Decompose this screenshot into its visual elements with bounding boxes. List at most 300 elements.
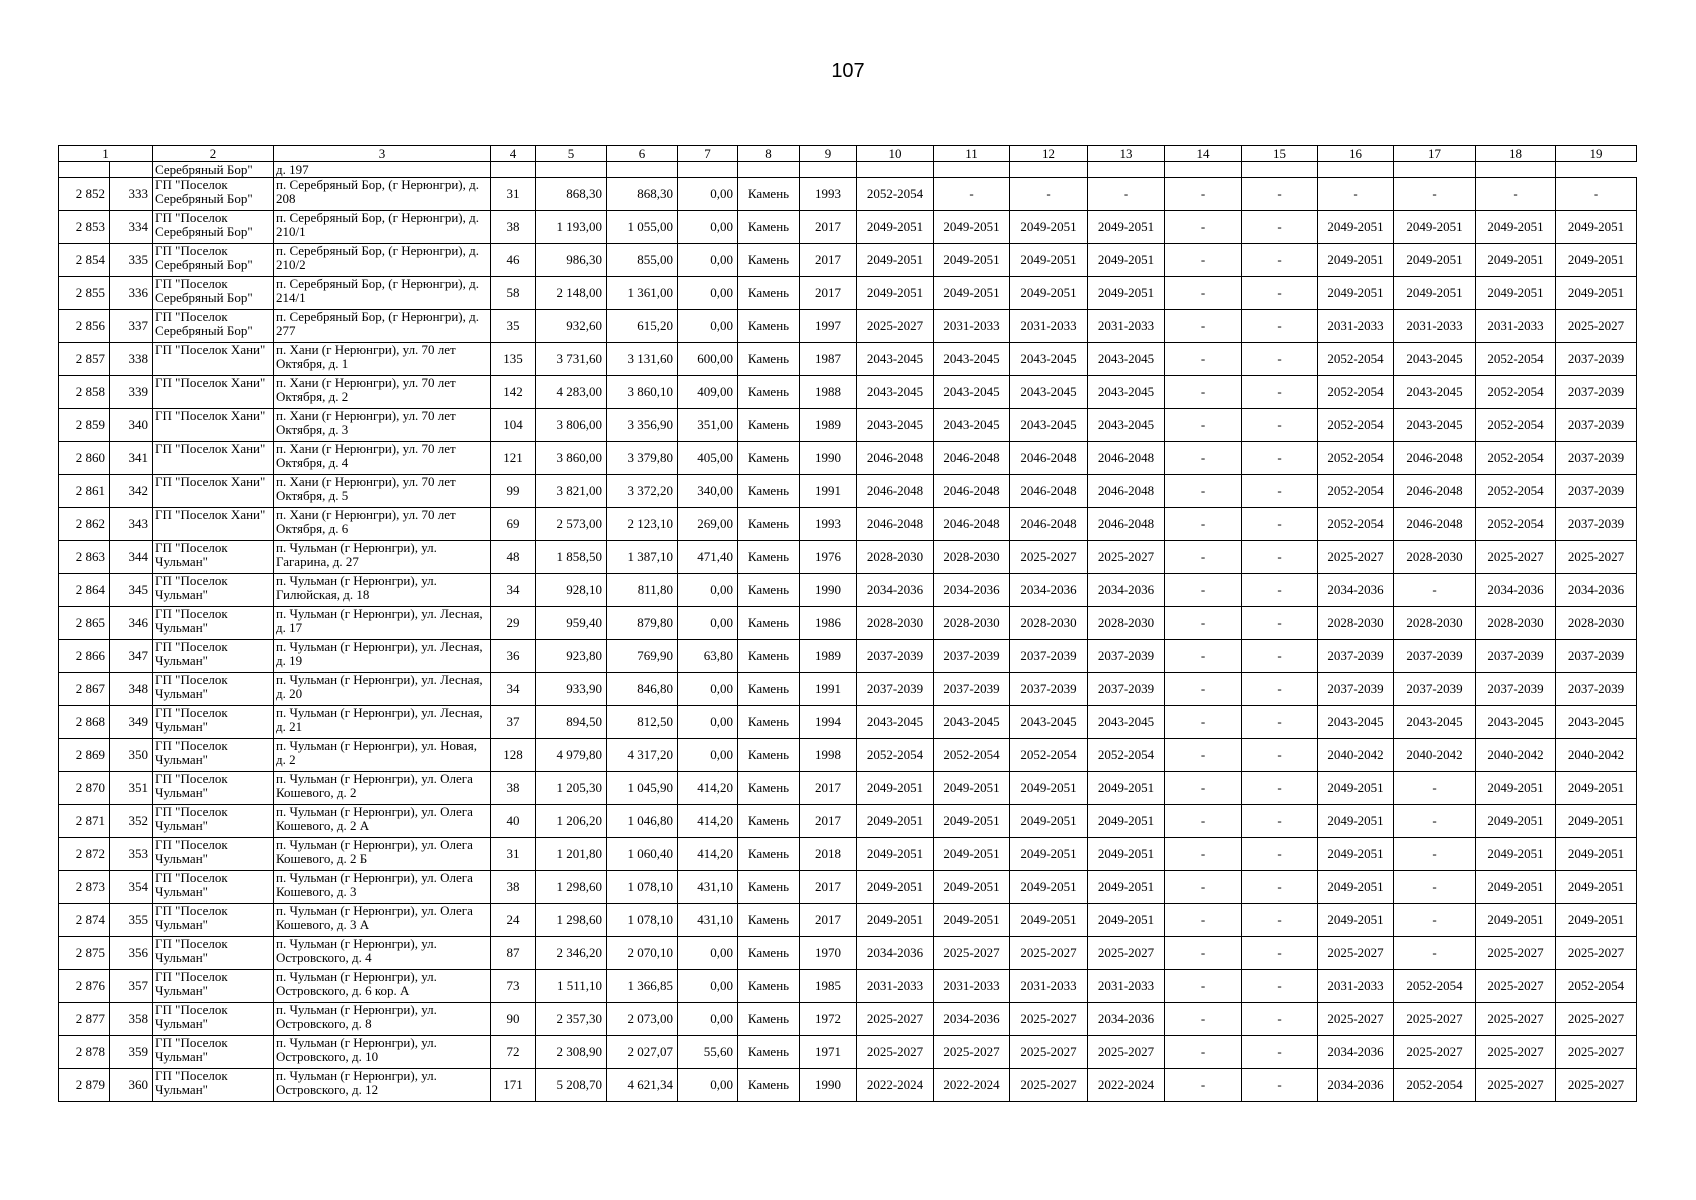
period-cell: 2046-2048 <box>1088 475 1165 508</box>
period-cell: 2028-2030 <box>1318 607 1394 640</box>
period-cell: - <box>1394 805 1476 838</box>
period-cell: 2043-2045 <box>1394 706 1476 739</box>
wall-material-cell: Камень <box>738 937 800 970</box>
residential-area-cell: 3 356,90 <box>607 409 678 442</box>
municipality-cell: ГП "Поселок Чульман" <box>153 1069 274 1102</box>
address-cell: п. Серебряный Бор, (г Нерюнгри), д. 210/2 <box>274 244 491 277</box>
apartments-cell: 35 <box>491 310 536 343</box>
address-cell: п. Чульман (г Нерюнгри), ул. Новая, д. 2 <box>274 739 491 772</box>
period-cell: 2037-2039 <box>1318 640 1394 673</box>
period-cell: 2052-2054 <box>1088 739 1165 772</box>
wall-material-cell: Камень <box>738 178 800 211</box>
address-cell: п. Чульман (г Нерюнгри), ул. Лесная, д. 21 <box>274 706 491 739</box>
address-cell: п. Хани (г Нерюнгри), ул. 70 лет Октября, д. 3 <box>274 409 491 442</box>
column-number-header: 10 <box>857 146 934 162</box>
period-cell: - <box>1165 838 1242 871</box>
period-cell: - <box>1165 244 1242 277</box>
apartments-cell: 36 <box>491 640 536 673</box>
year-built-cell: 1989 <box>800 640 857 673</box>
item-number-cell: 348 <box>110 673 153 706</box>
wall-material-cell: Камень <box>738 1003 800 1036</box>
apartments-cell: 171 <box>491 1069 536 1102</box>
nonresidential-area-cell: 0,00 <box>678 244 738 277</box>
period-cell: 2037-2039 <box>1088 673 1165 706</box>
column-number-header: 16 <box>1318 146 1394 162</box>
residential-area-cell: 1 366,85 <box>607 970 678 1003</box>
year-built-cell: 1976 <box>800 541 857 574</box>
apartments-cell: 104 <box>491 409 536 442</box>
column-number-header: 1 <box>59 146 153 162</box>
period-cell: 2025-2027 <box>857 310 934 343</box>
nonresidential-area-cell: 414,20 <box>678 772 738 805</box>
period-cell: 2037-2039 <box>857 640 934 673</box>
year-built-cell: 1997 <box>800 310 857 343</box>
municipality-cell: ГП "Поселок Серебряный Бор" <box>153 211 274 244</box>
period-cell: 2037-2039 <box>1394 640 1476 673</box>
nonresidential-area-cell: 0,00 <box>678 574 738 607</box>
address-cell: п. Хани (г Нерюнгри), ул. 70 лет Октября, д. 6 <box>274 508 491 541</box>
apartments-cell: 40 <box>491 805 536 838</box>
period-cell: 2049-2051 <box>1088 871 1165 904</box>
nonresidential-area-cell: 63,80 <box>678 640 738 673</box>
total-area-cell: 933,90 <box>536 673 607 706</box>
period-cell: 2049-2051 <box>857 838 934 871</box>
nonresidential-area-cell: 405,00 <box>678 442 738 475</box>
period-cell: 2049-2051 <box>1010 211 1088 244</box>
table-cell <box>1088 162 1165 178</box>
period-cell: 2049-2051 <box>1318 772 1394 805</box>
nonresidential-area-cell: 0,00 <box>678 310 738 343</box>
period-cell: 2052-2054 <box>1556 970 1637 1003</box>
year-built-cell: 1985 <box>800 970 857 1003</box>
apartments-cell: 38 <box>491 211 536 244</box>
wall-material-cell: Камень <box>738 772 800 805</box>
nonresidential-area-cell: 414,20 <box>678 838 738 871</box>
table-row <box>59 442 1637 475</box>
apartments-cell: 31 <box>491 838 536 871</box>
period-cell: 2025-2027 <box>1010 1069 1088 1102</box>
period-cell: 2049-2051 <box>857 244 934 277</box>
column-number-header: 18 <box>1476 146 1556 162</box>
table-cell <box>1318 162 1394 178</box>
wall-material-cell: Камень <box>738 1036 800 1069</box>
table-cell <box>678 162 738 178</box>
period-cell: 2025-2027 <box>857 1036 934 1069</box>
table-row <box>59 343 1637 376</box>
period-cell: 2025-2027 <box>934 937 1010 970</box>
address-cell: п. Чульман (г Нерюнгри), ул. Олега Кошевого, д. 2 Б <box>274 838 491 871</box>
table-row <box>59 805 1637 838</box>
wall-material-cell: Камень <box>738 277 800 310</box>
total-area-cell: 928,10 <box>536 574 607 607</box>
period-cell: 2037-2039 <box>1394 673 1476 706</box>
period-cell: 2052-2054 <box>1476 508 1556 541</box>
wall-material-cell: Камень <box>738 541 800 574</box>
period-cell: 2043-2045 <box>1088 343 1165 376</box>
period-cell: 2052-2054 <box>857 178 934 211</box>
period-cell: - <box>1165 772 1242 805</box>
item-number-cell: 353 <box>110 838 153 871</box>
period-cell: - <box>1242 178 1318 211</box>
wall-material-cell: Камень <box>738 871 800 904</box>
period-cell: 2025-2027 <box>1394 1003 1476 1036</box>
item-number-cell: 341 <box>110 442 153 475</box>
municipality-cell: ГП "Поселок Чульман" <box>153 871 274 904</box>
wall-material-cell: Камень <box>738 343 800 376</box>
year-built-cell: 2017 <box>800 244 857 277</box>
period-cell: 2052-2054 <box>1394 1069 1476 1102</box>
period-cell: 2052-2054 <box>934 739 1010 772</box>
period-cell: 2025-2027 <box>1010 1036 1088 1069</box>
period-cell: 2043-2045 <box>1394 343 1476 376</box>
period-cell: 2034-2036 <box>934 574 1010 607</box>
address-cell: п. Серебряный Бор, (г Нерюнгри), д. 208 <box>274 178 491 211</box>
period-cell: 2043-2045 <box>934 409 1010 442</box>
table-row <box>59 475 1637 508</box>
period-cell: 2025-2027 <box>1476 970 1556 1003</box>
period-cell: 2025-2027 <box>934 1036 1010 1069</box>
period-cell: 2046-2048 <box>1394 508 1476 541</box>
year-built-cell: 1990 <box>800 442 857 475</box>
period-cell: 2052-2054 <box>1476 475 1556 508</box>
year-built-cell: 1972 <box>800 1003 857 1036</box>
period-cell: 2022-2024 <box>934 1069 1010 1102</box>
period-cell: 2049-2051 <box>1088 838 1165 871</box>
total-area-cell: 1 298,60 <box>536 904 607 937</box>
municipality-cell: ГП "Поселок Серебряный Бор" <box>153 244 274 277</box>
period-cell: - <box>1476 178 1556 211</box>
period-cell: 2025-2027 <box>1476 1036 1556 1069</box>
period-cell: 2043-2045 <box>934 376 1010 409</box>
period-cell: - <box>1242 673 1318 706</box>
period-cell: 2025-2027 <box>1556 1036 1637 1069</box>
period-cell: 2037-2039 <box>1556 508 1637 541</box>
period-cell: 2049-2051 <box>1394 244 1476 277</box>
period-cell: 2043-2045 <box>934 343 1010 376</box>
address-cell: д. 197 <box>274 162 491 178</box>
period-cell: 2022-2024 <box>857 1069 934 1102</box>
period-cell: 2037-2039 <box>1556 376 1637 409</box>
municipality-cell: ГП "Поселок Чульман" <box>153 970 274 1003</box>
period-cell: 2025-2027 <box>1394 1036 1476 1069</box>
period-cell: 2046-2048 <box>857 442 934 475</box>
period-cell: 2049-2051 <box>1556 904 1637 937</box>
period-cell: - <box>1165 640 1242 673</box>
period-cell: 2034-2036 <box>1556 574 1637 607</box>
period-cell: - <box>1242 376 1318 409</box>
period-cell: 2046-2048 <box>934 475 1010 508</box>
municipality-cell: ГП "Поселок Хани" <box>153 508 274 541</box>
period-cell: 2049-2051 <box>1476 871 1556 904</box>
period-cell: 2049-2051 <box>934 871 1010 904</box>
row-number-cell: 2 874 <box>59 904 110 937</box>
period-cell: 2028-2030 <box>1556 607 1637 640</box>
total-area-cell: 2 573,00 <box>536 508 607 541</box>
municipality-cell: ГП "Поселок Хани" <box>153 475 274 508</box>
period-cell: 2025-2027 <box>1088 937 1165 970</box>
period-cell: 2049-2051 <box>1088 772 1165 805</box>
wall-material-cell: Камень <box>738 475 800 508</box>
apartments-cell: 72 <box>491 1036 536 1069</box>
residential-area-cell: 812,50 <box>607 706 678 739</box>
item-number-cell: 337 <box>110 310 153 343</box>
period-cell: 2049-2051 <box>1476 277 1556 310</box>
wall-material-cell: Камень <box>738 244 800 277</box>
total-area-cell: 1 193,00 <box>536 211 607 244</box>
period-cell: 2043-2045 <box>857 706 934 739</box>
column-number-header: 7 <box>678 146 738 162</box>
period-cell: 2031-2033 <box>1088 970 1165 1003</box>
period-cell: 2049-2051 <box>857 904 934 937</box>
period-cell: 2028-2030 <box>1088 607 1165 640</box>
item-number-cell: 338 <box>110 343 153 376</box>
column-number-header: 8 <box>738 146 800 162</box>
period-cell: 2049-2051 <box>1088 904 1165 937</box>
column-number-header: 2 <box>153 146 274 162</box>
wall-material-cell: Камень <box>738 607 800 640</box>
period-cell: 2049-2051 <box>1318 805 1394 838</box>
total-area-cell: 3 821,00 <box>536 475 607 508</box>
period-cell: 2049-2051 <box>1476 211 1556 244</box>
period-cell: 2049-2051 <box>1318 904 1394 937</box>
table-row <box>59 1003 1637 1036</box>
item-number-cell: 343 <box>110 508 153 541</box>
period-cell: 2025-2027 <box>1476 937 1556 970</box>
residential-area-cell: 4 621,34 <box>607 1069 678 1102</box>
residential-area-cell: 615,20 <box>607 310 678 343</box>
apartments-cell: 128 <box>491 739 536 772</box>
period-cell: 2049-2051 <box>857 871 934 904</box>
row-number-cell: 2 869 <box>59 739 110 772</box>
period-cell: 2031-2033 <box>1394 310 1476 343</box>
period-cell: 2034-2036 <box>1088 574 1165 607</box>
period-cell: - <box>1165 574 1242 607</box>
period-cell: 2025-2027 <box>1088 1036 1165 1069</box>
period-cell: 2052-2054 <box>1318 475 1394 508</box>
period-cell: - <box>1165 607 1242 640</box>
row-number-cell: 2 854 <box>59 244 110 277</box>
table-row <box>59 1069 1637 1102</box>
row-number-cell: 2 863 <box>59 541 110 574</box>
period-cell: 2049-2051 <box>857 772 934 805</box>
nonresidential-area-cell: 0,00 <box>678 739 738 772</box>
period-cell: 2043-2045 <box>1088 706 1165 739</box>
year-built-cell: 1994 <box>800 706 857 739</box>
period-cell: 2034-2036 <box>1318 1069 1394 1102</box>
period-cell: 2025-2027 <box>1088 541 1165 574</box>
apartments-cell: 24 <box>491 904 536 937</box>
apartments-cell: 34 <box>491 574 536 607</box>
period-cell: - <box>1165 1003 1242 1036</box>
period-cell: 2052-2054 <box>1476 442 1556 475</box>
period-cell: 2037-2039 <box>1556 640 1637 673</box>
period-cell: 2028-2030 <box>857 541 934 574</box>
residential-area-cell: 1 361,00 <box>607 277 678 310</box>
period-cell: 2049-2051 <box>1010 871 1088 904</box>
total-area-cell: 959,40 <box>536 607 607 640</box>
period-cell: - <box>1242 409 1318 442</box>
nonresidential-area-cell: 0,00 <box>678 607 738 640</box>
period-cell: 2034-2036 <box>1088 1003 1165 1036</box>
period-cell: 2037-2039 <box>1088 640 1165 673</box>
period-cell: - <box>1242 640 1318 673</box>
period-cell: - <box>1242 1036 1318 1069</box>
period-cell: 2049-2051 <box>1476 904 1556 937</box>
period-cell: - <box>1394 937 1476 970</box>
wall-material-cell: Камень <box>738 211 800 244</box>
table-row <box>59 772 1637 805</box>
period-cell: 2037-2039 <box>1010 673 1088 706</box>
period-cell: 2025-2027 <box>1010 541 1088 574</box>
total-area-cell: 3 806,00 <box>536 409 607 442</box>
period-cell: - <box>1394 871 1476 904</box>
period-cell: - <box>1394 838 1476 871</box>
table-row <box>59 277 1637 310</box>
apartments-cell: 73 <box>491 970 536 1003</box>
period-cell: 2049-2051 <box>1010 772 1088 805</box>
column-number-header-row <box>59 146 1637 162</box>
period-cell: 2049-2051 <box>1556 244 1637 277</box>
row-number-cell: 2 877 <box>59 1003 110 1036</box>
municipality-cell: ГП "Поселок Чульман" <box>153 1036 274 1069</box>
period-cell: - <box>1242 706 1318 739</box>
period-cell: 2037-2039 <box>934 673 1010 706</box>
table-cell <box>59 162 110 178</box>
period-cell: 2031-2033 <box>1318 970 1394 1003</box>
period-cell: - <box>1088 178 1165 211</box>
apartments-cell: 142 <box>491 376 536 409</box>
period-cell: 2049-2051 <box>934 277 1010 310</box>
period-cell: - <box>1242 574 1318 607</box>
apartments-cell: 37 <box>491 706 536 739</box>
period-cell: 2034-2036 <box>1318 1036 1394 1069</box>
residential-area-cell: 3 372,20 <box>607 475 678 508</box>
item-number-cell: 358 <box>110 1003 153 1036</box>
period-cell: 2025-2027 <box>1318 541 1394 574</box>
total-area-cell: 932,60 <box>536 310 607 343</box>
municipality-cell: ГП "Поселок Чульман" <box>153 607 274 640</box>
address-cell: п. Чульман (г Нерюнгри), ул. Гагарина, д. 27 <box>274 541 491 574</box>
table-row <box>59 970 1637 1003</box>
period-cell: 2031-2033 <box>857 970 934 1003</box>
period-cell: - <box>1165 706 1242 739</box>
period-cell: - <box>1242 442 1318 475</box>
nonresidential-area-cell: 351,00 <box>678 409 738 442</box>
period-cell: 2052-2054 <box>857 739 934 772</box>
municipality-cell: ГП "Поселок Чульман" <box>153 1003 274 1036</box>
item-number-cell: 340 <box>110 409 153 442</box>
column-number-header: 13 <box>1088 146 1165 162</box>
nonresidential-area-cell: 431,10 <box>678 904 738 937</box>
row-number-cell: 2 868 <box>59 706 110 739</box>
apartments-cell: 29 <box>491 607 536 640</box>
period-cell: 2049-2051 <box>1010 838 1088 871</box>
column-number-header: 3 <box>274 146 491 162</box>
period-cell: 2049-2051 <box>1088 277 1165 310</box>
item-number-cell: 360 <box>110 1069 153 1102</box>
period-cell: 2052-2054 <box>1318 343 1394 376</box>
period-cell: - <box>1010 178 1088 211</box>
row-number-cell: 2 862 <box>59 508 110 541</box>
period-cell: 2043-2045 <box>857 409 934 442</box>
period-cell: - <box>1242 838 1318 871</box>
period-cell: 2025-2027 <box>1556 1069 1637 1102</box>
period-cell: 2052-2054 <box>1318 508 1394 541</box>
period-cell: 2049-2051 <box>1088 211 1165 244</box>
apartments-cell: 38 <box>491 772 536 805</box>
municipality-cell: ГП "Поселок Чульман" <box>153 937 274 970</box>
residential-area-cell: 1 046,80 <box>607 805 678 838</box>
table-row <box>59 310 1637 343</box>
period-cell: 2025-2027 <box>1556 541 1637 574</box>
housing-register-table <box>58 145 1637 1102</box>
table-row <box>59 409 1637 442</box>
table-cell <box>536 162 607 178</box>
period-cell: - <box>1165 970 1242 1003</box>
column-number-header: 17 <box>1394 146 1476 162</box>
period-cell: 2028-2030 <box>857 607 934 640</box>
period-cell: 2049-2051 <box>1088 244 1165 277</box>
item-number-cell: 333 <box>110 178 153 211</box>
item-number-cell: 347 <box>110 640 153 673</box>
period-cell: 2034-2036 <box>1476 574 1556 607</box>
item-number-cell: 352 <box>110 805 153 838</box>
year-built-cell: 1993 <box>800 178 857 211</box>
period-cell: 2049-2051 <box>857 211 934 244</box>
row-number-cell: 2 859 <box>59 409 110 442</box>
period-cell: - <box>1165 871 1242 904</box>
municipality-cell: ГП "Поселок Чульман" <box>153 574 274 607</box>
table-row <box>59 244 1637 277</box>
period-cell: 2049-2051 <box>1556 838 1637 871</box>
table-row <box>59 673 1637 706</box>
address-cell: п. Чульман (г Нерюнгри), ул. Островского, д. 6 кор. А <box>274 970 491 1003</box>
table-row <box>59 904 1637 937</box>
nonresidential-area-cell: 0,00 <box>678 178 738 211</box>
residential-area-cell: 846,80 <box>607 673 678 706</box>
total-area-cell: 4 283,00 <box>536 376 607 409</box>
year-built-cell: 2017 <box>800 805 857 838</box>
period-cell: 2049-2051 <box>857 805 934 838</box>
municipality-cell: ГП "Поселок Чульман" <box>153 838 274 871</box>
residential-area-cell: 2 070,10 <box>607 937 678 970</box>
period-cell: 2037-2039 <box>1556 673 1637 706</box>
item-number-cell: 351 <box>110 772 153 805</box>
municipality-cell: ГП "Поселок Хани" <box>153 442 274 475</box>
wall-material-cell: Камень <box>738 838 800 871</box>
row-number-cell: 2 861 <box>59 475 110 508</box>
period-cell: 2049-2051 <box>1010 277 1088 310</box>
period-cell: 2025-2027 <box>1010 1003 1088 1036</box>
period-cell: 2049-2051 <box>1318 277 1394 310</box>
residential-area-cell: 1 387,10 <box>607 541 678 574</box>
period-cell: 2037-2039 <box>1318 673 1394 706</box>
period-cell: - <box>1165 211 1242 244</box>
period-cell: 2049-2051 <box>1010 244 1088 277</box>
item-number-cell: 346 <box>110 607 153 640</box>
table-cell <box>857 162 934 178</box>
period-cell: 2046-2048 <box>1394 442 1476 475</box>
wall-material-cell: Камень <box>738 376 800 409</box>
apartments-cell: 121 <box>491 442 536 475</box>
period-cell: 2049-2051 <box>1556 871 1637 904</box>
nonresidential-area-cell: 0,00 <box>678 937 738 970</box>
address-cell: п. Хани (г Нерюнгри), ул. 70 лет Октября, д. 4 <box>274 442 491 475</box>
table-row <box>59 871 1637 904</box>
period-cell: 2046-2048 <box>1010 442 1088 475</box>
period-cell: 2046-2048 <box>934 508 1010 541</box>
period-cell: 2043-2045 <box>857 343 934 376</box>
